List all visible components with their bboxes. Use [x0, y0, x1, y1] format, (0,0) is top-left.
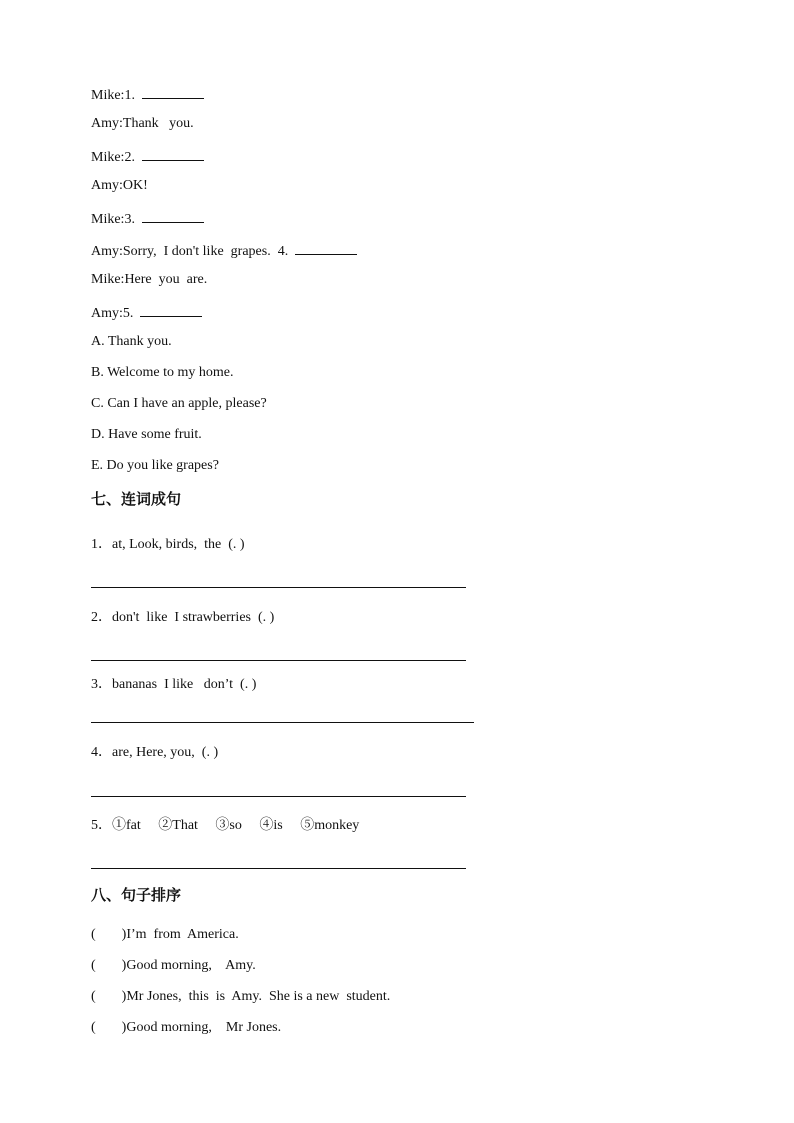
open-paren: ( [91, 1020, 96, 1035]
dialogue-text: Amy:OK! [91, 178, 148, 193]
dialogue-text: Mike:3. [91, 212, 142, 227]
section-eight-title: 八、句子排序 [91, 886, 182, 904]
close-paren: ) [121, 989, 127, 1004]
dialogue-text: Mike:Here you are. [91, 272, 208, 287]
dialogue-line [91, 302, 202, 323]
answer-line[interactable] [91, 868, 466, 869]
answer-line[interactable] [91, 660, 466, 661]
ordering-item [91, 957, 256, 975]
option-item: A. Thank you. [91, 334, 172, 349]
answer-line[interactable] [91, 796, 466, 797]
question-item: 1．at, Look, birds, the (. ) [91, 537, 245, 552]
open-paren: ( [91, 927, 96, 942]
question-item: 2．don't like I strawberries (. ) [91, 610, 275, 625]
answer-line[interactable] [91, 722, 474, 723]
answer-blank[interactable] [142, 84, 204, 99]
ordering-text: I’m from America. [126, 927, 239, 942]
dialogue-text: Amy:5. [91, 306, 141, 321]
dialogue-line [91, 240, 357, 261]
answer-blank[interactable] [142, 146, 204, 161]
close-paren: ) [121, 927, 127, 942]
dialogue-line [91, 208, 204, 229]
dialogue-text: Mike:1. [91, 88, 142, 103]
option-item: C. Can I have an apple, please? [91, 396, 267, 411]
ordering-item [91, 988, 390, 1006]
dialogue-text: Mike:2. [91, 150, 142, 165]
close-paren: ) [121, 958, 127, 973]
ordering-text: Mr Jones, this is Amy. She is a new student. [126, 989, 391, 1004]
answer-blank[interactable] [295, 240, 357, 255]
dialogue-text: Amy:Thank you. [91, 116, 194, 131]
answer-line[interactable] [91, 587, 466, 588]
close-paren: ) [121, 1020, 127, 1035]
option-item: D. Have some fruit. [91, 427, 202, 442]
dialogue-line [91, 115, 194, 133]
dialogue-text: Amy:Sorry, I don't like grapes. 4. [91, 244, 296, 259]
dialogue-line [91, 84, 204, 105]
option-item: E. Do you like grapes? [91, 458, 219, 473]
dialogue-line [91, 271, 207, 289]
dialogue-line [91, 177, 148, 195]
section-seven-title: 七、连词成句 [91, 490, 182, 508]
question-item: 4．are, Here, you, (. ) [91, 745, 219, 760]
answer-blank[interactable] [142, 208, 204, 223]
ordering-text: Good morning, Amy. [126, 958, 256, 973]
open-paren: ( [91, 989, 96, 1004]
option-item: B. Welcome to my home. [91, 365, 234, 380]
ordering-item [91, 1019, 281, 1037]
open-paren: ( [91, 958, 96, 973]
ordering-item [91, 926, 239, 944]
question-item: 3．bananas I like don’t (. ) [91, 677, 257, 692]
dialogue-line [91, 146, 204, 167]
ordering-text: Good morning, Mr Jones. [126, 1020, 282, 1035]
answer-blank[interactable] [140, 302, 202, 317]
question-item: 5．①fat ②That ③so ④is ⑤monkey [91, 818, 360, 833]
